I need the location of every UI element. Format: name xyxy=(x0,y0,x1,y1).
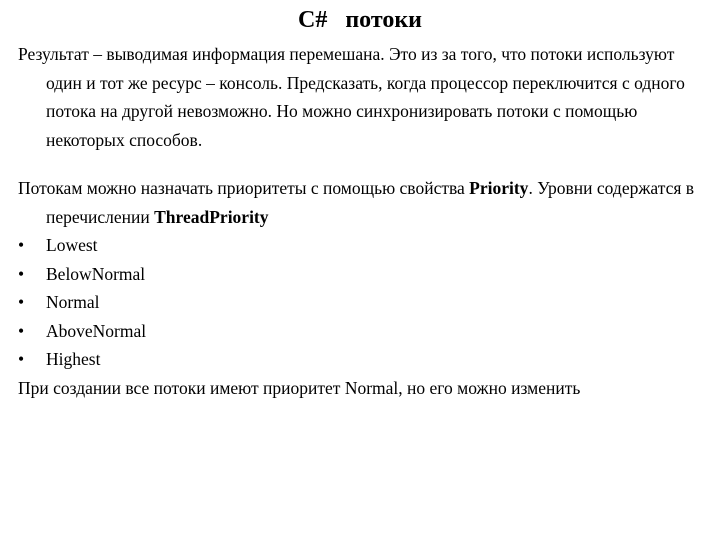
list-item-label: BelowNormal xyxy=(46,263,146,284)
priority-list xyxy=(18,231,708,374)
bullet-icon: • xyxy=(18,235,25,255)
list-item xyxy=(18,345,708,374)
bullet-icon: • xyxy=(18,292,25,312)
slide-body xyxy=(18,40,708,402)
list-item xyxy=(18,231,708,260)
priority-text-1: Потокам можно назначать приоритеты с помощью свойства xyxy=(18,178,470,198)
paragraph-output-mixed: Результат – выводимая информация перемешана. Это из за того, что потоки используют один и тот же ресурс – консоль. Предсказать, когда процессор переключится с одного потока на другой невозможно. Но можно синхронизировать потоки с помощью некоторых способов. xyxy=(18,44,685,150)
paragraph-gap xyxy=(18,154,708,174)
priority-text-2: . Уровни содержатся в перечислении xyxy=(46,178,695,227)
bullet-icon: • xyxy=(18,320,25,341)
bullet-icon: • xyxy=(18,263,25,284)
priority-property-name: Priority xyxy=(469,178,529,198)
bullet-icon: • xyxy=(18,349,25,369)
list-item-label: AboveNormal xyxy=(46,320,147,341)
list-item-label: Highest xyxy=(46,349,101,369)
paragraph-default-priority: При создании все потоки имеют приоритет Normal, но его можно изменить xyxy=(18,377,581,398)
paragraph-priority xyxy=(18,174,708,231)
list-item xyxy=(18,288,708,317)
list-item xyxy=(18,317,708,346)
list-item-label: Normal xyxy=(46,292,100,312)
thread-priority-enum-name: ThreadPriority xyxy=(154,206,269,227)
slide-title: C# потоки xyxy=(298,7,422,33)
list-item xyxy=(18,260,708,289)
list-item-label: Lowest xyxy=(46,235,98,255)
